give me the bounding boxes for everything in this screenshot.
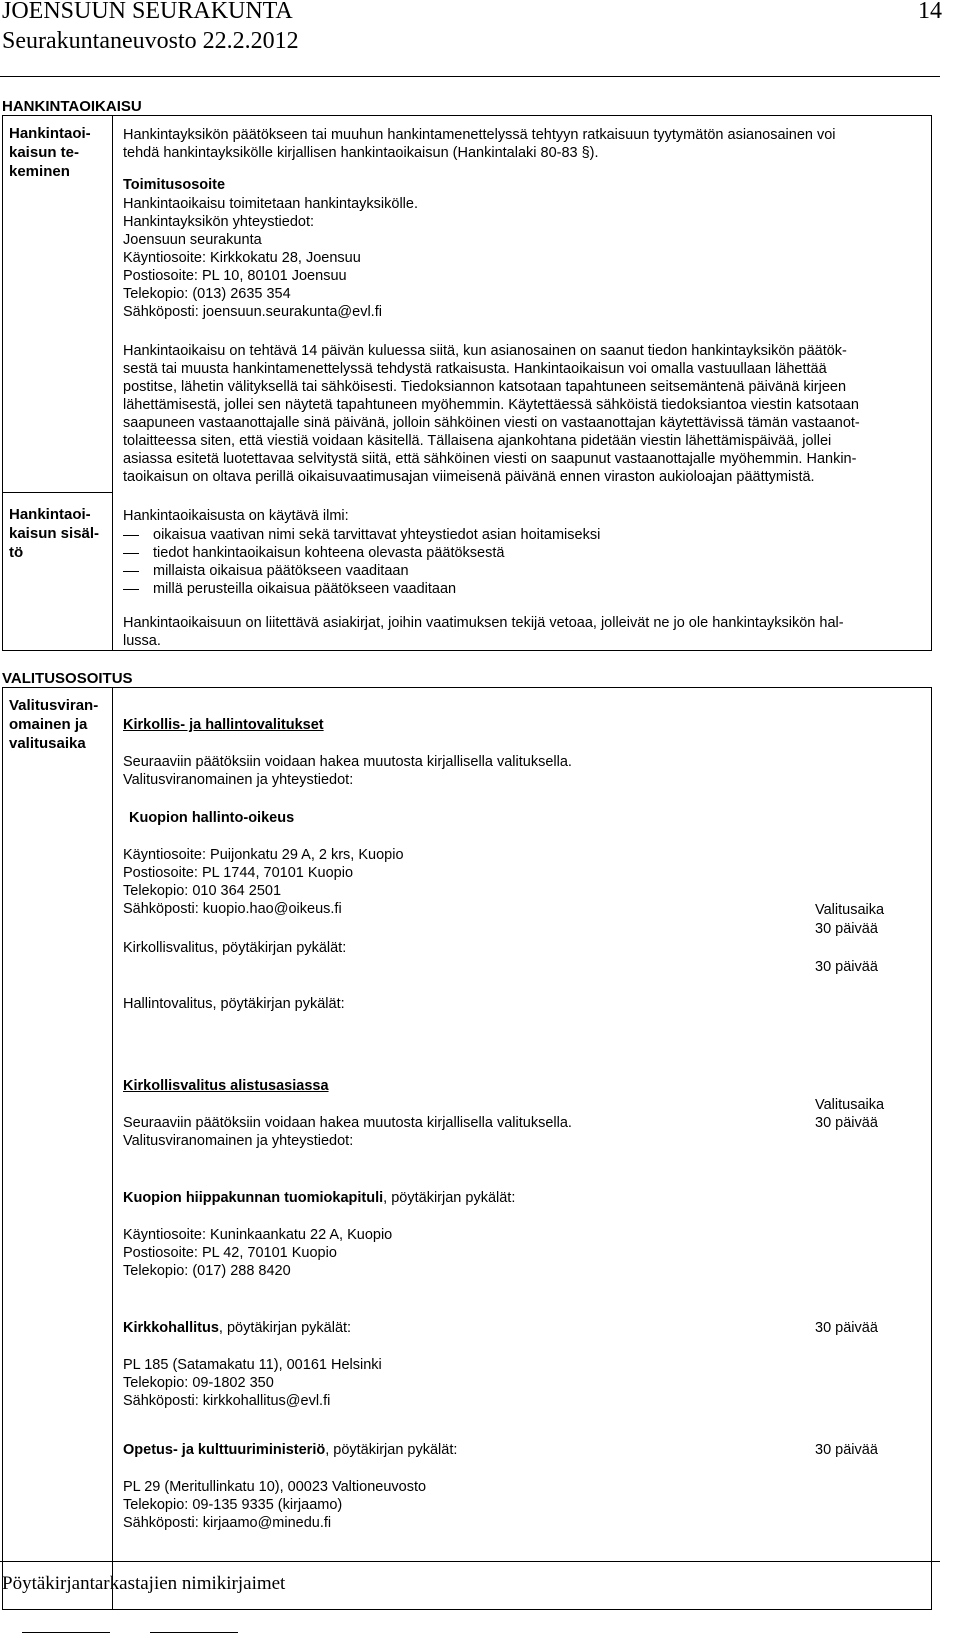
content-item-2: tiedot hankintaoikaisun kohteena olevasta päätöksestä [153, 545, 505, 561]
kirkkohallitus-suffix: , pöytäkirjan pykälät: [218, 1320, 352, 1336]
signature-line-1[interactable] [22, 1632, 110, 1633]
toimitusosoite-heading: Toimitusosoite [123, 177, 226, 193]
deadline-paragraph: Hankintaoikaisu on tehtävä 14 päivän kuluessa siitä, kun asianosainen on saanut tiedon hankintayksikön päätök- sestä tai muusta hankintamenettelyssä tehdystä ratkaisusta. Hankintaoikaisun voi omalla vastuullaan lähettää postitse, lähetin välityksellä tai sähköisesti. Tiedoksiannon katsotaan tapahtuneen seitsemäntenä päivänä kirjeen lähettämisestä, jollei sen näytetä tapahtuneen myöhemmin. Käytettäessä sähköistä tiedoksiantoa viestin katsotaan saapuneen vastaanottajalle sinä päivänä, jolloin sähköinen viesti on vastaanottajan käytettävissä tämän vastaanot- tolaitteessa siten, että viestiä voidaan käsitellä. Tällaisena ajankohtana pidetään viestin lähettämispäivää, jollei asiassa esitetä luotettavaa selvitystä siitä, että sähköinen viesti on saapunut vastaanottajalle myöhemmin. Hankin- taoikaisun on oltava perillä oikaisuvaatimusajan viimeisenä päivänä ennen viraston aukioloajan päättymistä. [123, 343, 860, 485]
alistus-valitusaika-label: Valitusaika [815, 1097, 885, 1113]
hiippakunta-contact: Käyntiosoite: Kuninkaankatu 22 A, Kuopio Postiosoite: PL 42, 70101 Kuopio Telekopio: (017) 288 8420 [123, 1227, 393, 1279]
section-heading-hankintaoikaisu: HANKINTAOIKAISU [2, 98, 142, 115]
document-title: JOENSUUN SEURAKUNTA [2, 0, 293, 24]
kirkkohallitus-period: 30 päivää [815, 1320, 878, 1336]
ministerio-suffix: , pöytäkirjan pykälät: [325, 1442, 458, 1458]
hallintovalitus-period: 30 päivää [815, 959, 878, 975]
list-dash [123, 571, 139, 572]
column-divider [112, 115, 113, 651]
content-intro: Hankintaoikaisusta on käytävä ilmi: [123, 508, 349, 524]
hiippakunta-suffix: , pöytäkirjan pykälät: [383, 1190, 516, 1206]
ministerio-name: Opetus- ja kulttuuriministeriö [123, 1442, 326, 1458]
content-item-1: oikaisua vaativan nimi sekä tarvittavat yhteystiedot asian hoitamiseksi [153, 527, 601, 543]
kirkollis-paragraph: Seuraaviin päätöksiin voidaan hakea muutosta kirjallisella valituksella. Valitusviranomainen ja yhteystiedot: [123, 754, 572, 788]
document-subtitle: Seurakuntaneuvosto 22.2.2012 [2, 28, 299, 54]
alistus-heading: Kirkollisvalitus alistusasiassa [123, 1078, 329, 1094]
signature-label: Pöytäkirjantarkastajien nimikirjaimet [2, 1573, 286, 1594]
hankintayksikko-contact: Hankintaoikaisu toimitetaan hankintayksikölle. Hankintayksikön yhteystiedot: Joensuun seurakunta Käyntiosoite: Kirkkokatu 28, Joensuu Postiosoite: PL 10, 80101 Joensuu Telekopio: (013) 2635 354 Sähköposti: joensuun.seurakunta@evl.fi [123, 196, 418, 320]
kirkollis-heading: Kirkollis- ja hallintovalitukset [123, 717, 324, 733]
kirkkohallitus-contact: PL 185 (Satamakatu 11), 00161 Helsinki Telekopio: 09-1802 350 Sähköposti: kirkkohallitus@evl.fi [123, 1357, 382, 1409]
kirkollisvalitus-label: Kirkollisvalitus, pöytäkirjan pykälät: [123, 940, 347, 956]
kirkkohallitus-name: Kirkkohallitus [123, 1320, 219, 1336]
label-hankintaoikaisun-sisalto: Hankintaoi- kaisun sisäl- tö [9, 506, 100, 561]
hiippakunta-name: Kuopion hiippakunnan tuomiokapituli [123, 1190, 384, 1206]
column-divider [112, 687, 113, 1610]
label-valitusviranomainen: Valitusviran- omainen ja valitusaika [9, 697, 99, 752]
label-hankintaoikaisun-tekeminen: Hankintaoi- kaisun te- keminen [9, 125, 91, 180]
kirkollisvalitus-period: 30 päivää [815, 921, 878, 937]
kuopio-hallinto-oikeus-name: Kuopion hallinto-oikeus [129, 810, 295, 826]
alistus-period: 30 päivää [815, 1115, 878, 1131]
intro-paragraph: Hankintayksikön päätökseen tai muuhun hankintamenettelyssä tehtyyn ratkaisuun tyytymätön asianosainen voi tehdä hankintayksikölle kirjallisen hankintaoikaisun (Hankintalaki 80-83 §). [123, 127, 836, 161]
alistus-paragraph: Seuraaviin päätöksiin voidaan hakea muutosta kirjallisella valituksella. Valitusviranomainen ja yhteystiedot: [123, 1115, 572, 1149]
hallintovalitus-label: Hallintovalitus, pöytäkirjan pykälät: [123, 996, 345, 1012]
ministerio-heading [123, 1441, 457, 1459]
list-dash [123, 553, 139, 554]
label-row-divider [2, 492, 113, 493]
section-heading-valitusosoitus: VALITUSOSOITUS [2, 670, 133, 687]
page-number: 14 [918, 0, 942, 24]
valitusaika-label: Valitusaika [815, 902, 885, 918]
footer-rule [0, 1561, 940, 1562]
hiippakunta-heading [123, 1189, 515, 1207]
content-item-4: millä perusteilla oikaisua päätökseen vaaditaan [153, 581, 457, 597]
list-dash [123, 589, 139, 590]
signature-line-2[interactable] [150, 1632, 238, 1633]
kirkkohallitus-heading [123, 1319, 351, 1337]
ministerio-contact: PL 29 (Meritullinkatu 10), 00023 Valtioneuvosto Telekopio: 09-135 9335 (kirjaamo) Sähköposti: kirjaamo@minedu.fi [123, 1479, 427, 1531]
ministerio-period: 30 päivää [815, 1442, 878, 1458]
list-dash [123, 535, 139, 536]
content-item-3: millaista oikaisua päätökseen vaaditaan [153, 563, 409, 579]
kuopio-contact: Käyntiosoite: Puijonkatu 29 A, 2 krs, Kuopio Postiosoite: PL 1744, 70101 Kuopio Telekopio: 010 364 2501 Sähköposti: kuopio.hao@oikeus.fi [123, 847, 404, 917]
header-rule [0, 76, 940, 77]
attachments-paragraph: Hankintaoikaisuun on liitettävä asiakirjat, joihin vaatimuksen tekijä vetoaa, jolleivät ne jo ole hankintayksikön hal- lussa. [123, 615, 844, 649]
